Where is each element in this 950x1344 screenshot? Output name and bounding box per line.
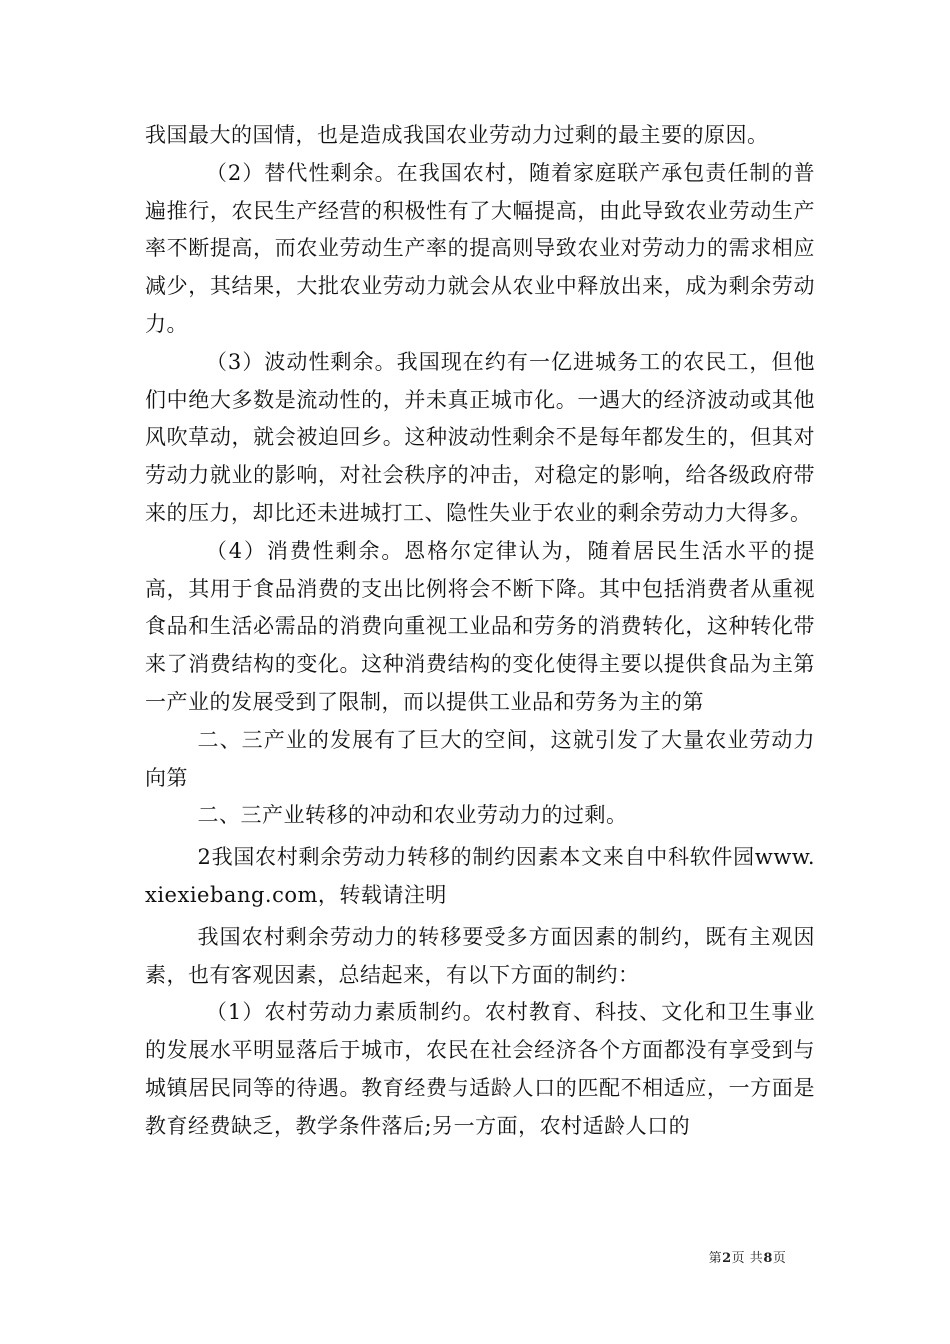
paragraph-fluctuation-surplus: （3）波动性剩余。我国现在约有一亿进城务工的农民工，但他们中绝大多数是流动性的，并未真正城市化。一遇大的经济波动或其他风吹草动，就会被迫回乡。这种波动性剩余不是每年都发生的，但其对劳动力就业的影响，对社会秩序的冲击，对稳定的影响，给各级政府带来的压力，却比还未进城打工、隐性失业于农业的剩余劳动力大得多。 — [145, 349, 815, 525]
paragraph-secondary-tertiary-development: 二、三产业的发展有了巨大的空间，这就引发了大量农业劳动力向第 — [145, 727, 815, 790]
page-number — [709, 1247, 787, 1266]
paragraph-section-heading: 2我国农村剩余劳动力转移的制约因素本文来自中科软件园www.xiexiebang.com，转载请注明 — [145, 845, 815, 907]
page-footer — [0, 1247, 950, 1267]
page-number-suffix: 页 — [772, 1251, 787, 1266]
current-page-number: 2 — [722, 1251, 732, 1266]
paragraph-labor-quality-constraint: （1）农村劳动力素质制约。农村教育、科技、文化和卫生事业的发展水平明显落后于城市，农民在社会经济各个方面都没有享受到与城镇居民同等的待遇。教育经费与适龄人口的匹配不相适应，一方面是教育经费缺乏，教学条件落后;另一方面，农村适龄人口的 — [145, 1000, 815, 1138]
page-number-middle: 页 共 — [731, 1251, 764, 1266]
document-body — [145, 117, 815, 1146]
paragraph-consumption-surplus: （4）消费性剩余。恩格尔定律认为，随着居民生活水平的提高，其用于食品消费的支出比例将会不断下降。其中包括消费者从重视食品和生活必需品的消费向重视工业品和劳务的消费转化，这种转化带来了消费结构的变化。这种消费结构的变化使得主要以提供食品为主第一产业的发展受到了限制，而以提供工业品和劳务为主的第 — [145, 538, 815, 714]
total-page-number: 8 — [763, 1251, 773, 1266]
paragraph-continuation: 我国最大的国情，也是造成我国农业劳动力过剩的最主要的原因。 — [145, 123, 769, 147]
paragraph-constraints-intro: 我国农村剩余劳动力的转移要受多方面因素的制约，既有主观因素，也有客观因素，总结起来，有以下方面的制约： — [145, 924, 815, 987]
paragraph-substitution-surplus: （2）替代性剩余。在我国农村，随着家庭联产承包责任制的普遍推行，农民生产经营的积极性有了大幅提高，由此导致农业劳动生产率不断提高，而农业劳动生产率的提高则导致农业对劳动力的需求相应减少，其结果，大批农业劳动力就会从农业中释放出来，成为剩余劳动力。 — [145, 160, 815, 336]
paragraph-secondary-tertiary-transfer: 二、三产业转移的冲动和农业劳动力的过剩。 — [197, 803, 628, 828]
page-number-prefix: 第 — [708, 1251, 723, 1266]
